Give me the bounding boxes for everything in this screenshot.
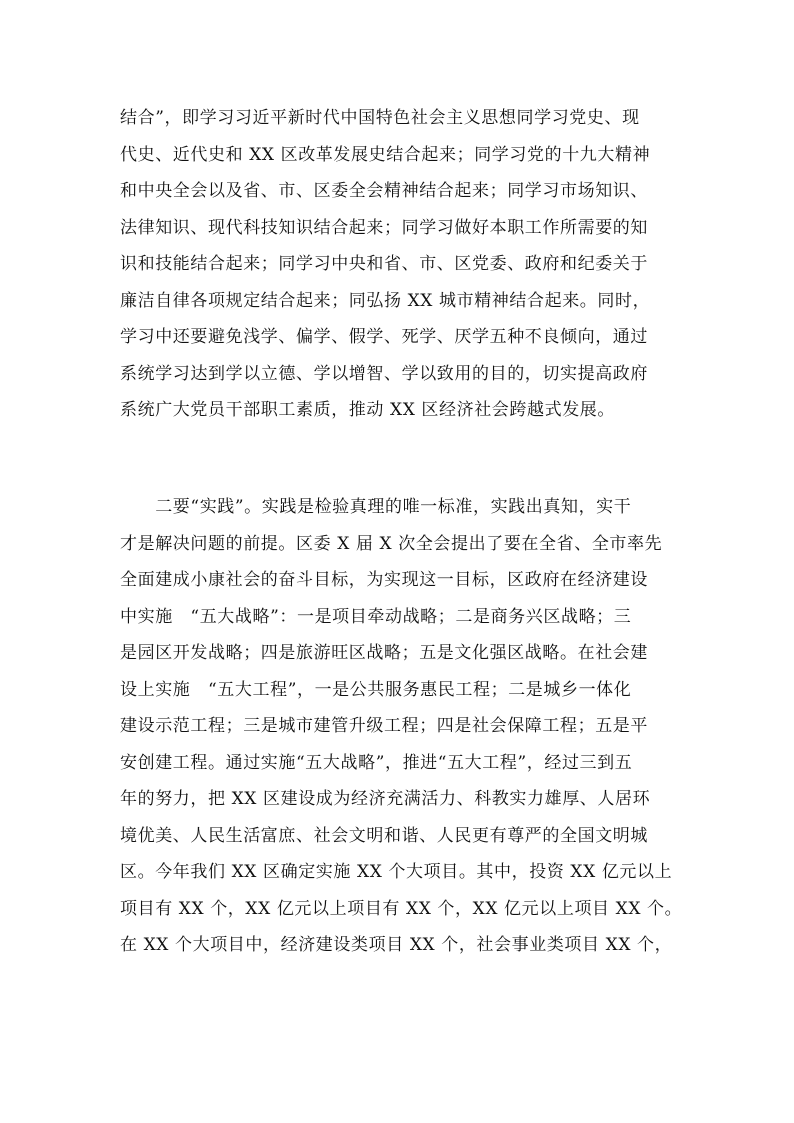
text-line: 项目有 XX 个，XX 亿元以上项目有 XX 个，XX 亿元以上项目 XX 个。 (120, 898, 683, 919)
text-line: 全面建成小康社会的奋斗目标，为实现这一目标，区政府在经济建设 (120, 570, 648, 590)
text-line: 二要“实践”。实践是检验真理的唯一标准，实践出真知，实干 (120, 497, 632, 517)
text-line: 和中央全会以及省、市、区委全会精神结合起来；同学习市场知识、 (120, 181, 648, 201)
text-line: 中实施 “五大战略”：一是项目牵动战略；二是商务兴区战略；三 (120, 606, 632, 627)
text-line: 法律知识、现代科技知识结合起来；同学习做好本职工作所需要的知 (120, 217, 648, 238)
text-line: 结合”，即学习习近平新时代中国特色社会主义思想同学习党史、现 (120, 108, 640, 128)
text-line: 设上实施 “五大工程”，一是公共服务惠民工程；二是城乡一体化 (120, 679, 632, 700)
text-line: 是园区开发战略；四是旅游旺区战略；五是文化强区战略。在社会建 (120, 643, 648, 663)
text-line: 系统学习达到学以立德、学以增智、学以致用的目的，切实提高政府 (120, 363, 648, 384)
text-line: 在 XX 个大项目中，经济建设类项目 XX 个，社会事业类项目 XX 个， (120, 935, 673, 955)
paragraph-2 (120, 489, 692, 964)
text-line: 境优美、人民生活富庶、社会文明和谐、人民更有尊严的全国文明城 (120, 825, 648, 846)
text-line: 建设示范工程；三是城市建管升级工程；四是社会保障工程；五是平 (120, 716, 648, 736)
text-line: 代史、近代史和 XX 区改革发展史结合起来；同学习党的十九大精神 (120, 144, 651, 165)
text-line: 廉洁自律各项规定结合起来；同弘扬 XX 城市精神结合起来。同时， (120, 290, 651, 311)
text-line: 系统广大党员干部职工素质，推动 XX 区经济社会跨越式发展。 (120, 400, 616, 420)
text-line: 学习中还要避免浅学、偏学、假学、死学、厌学五种不良倾向，通过 (120, 327, 648, 347)
text-line: 安创建工程。通过实施“五大战略”，推进“五大工程”，经过三到五 (120, 752, 633, 773)
text-line: 区。今年我们 XX 区确定实施 XX 个大项目。其中，投资 XX 亿元以上 (120, 862, 673, 882)
paragraph-1 (120, 100, 692, 429)
text-line: 才是解决问题的前提。区委 X 届 X 次全会提出了要在全省、全市率先 (120, 533, 663, 554)
text-line: 年的努力，把 XX 区建设成为经济充满活力、科教实力雄厚、人居环 (120, 789, 651, 809)
text-line: 识和技能结合起来；同学习中央和省、市、区党委、政府和纪委关于 (120, 254, 648, 274)
